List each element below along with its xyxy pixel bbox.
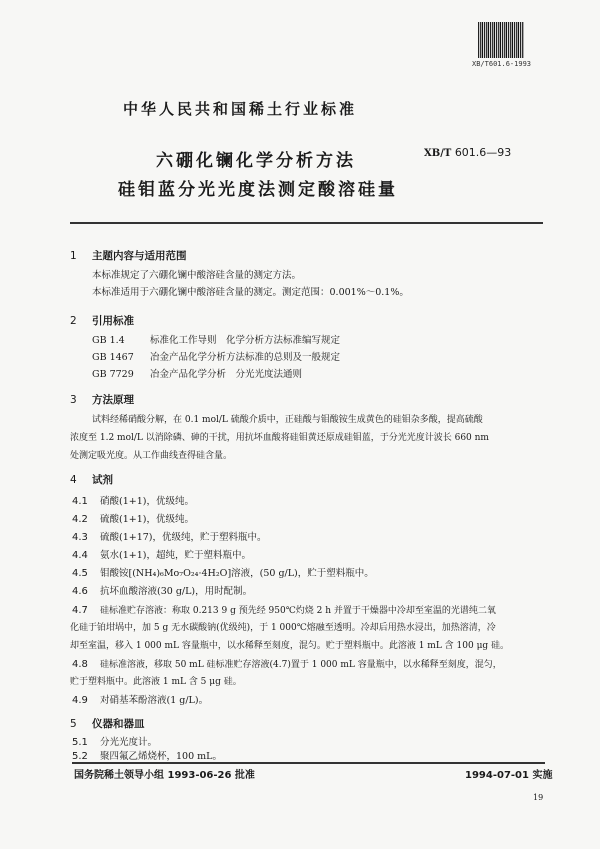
section-5-heading: 5 仪器和器皿	[70, 718, 145, 730]
section-3-line-3: 处测定吸光度。从工作曲线查得硅含量。	[70, 451, 233, 461]
reference-item: GB 1467 冶金产品化学分析方法标准的总则及一般规定	[92, 352, 341, 363]
reagent-item-4-7-cont: 化硅于铂坩埚中，加 5 g 无水碳酸钠(优级纯)，于 1 000℃熔融至透明。冷却后用热水浸出，加热溶清，冷	[70, 623, 496, 633]
reagent-item-4-8-cont: 贮于塑料瓶中。此溶液 1 mL 含 5 μg 硅。	[70, 677, 242, 687]
section-3-heading: 3 方法原理	[70, 394, 134, 406]
apparatus-item: 5.1 分光光度计。	[72, 737, 158, 748]
reagent-item-4-8: 4.8 硅标准溶液，移取 50 mL 硅标准贮存溶液(4.7)置于 1 000 mL 容量瓶中，以水稀释至刻度，混匀，	[72, 659, 502, 670]
reagent-item-4-9: 4.9 对硝基苯酚溶液(1 g/L)。	[72, 695, 209, 706]
reagent-item: 4.3 硫酸(1+17)，优级纯，贮于塑料瓶中。	[72, 532, 267, 543]
barcode-text: XB/T601.6-1993	[472, 60, 532, 68]
reagent-item: 4.1 硝酸(1+1)，优级纯。	[72, 496, 194, 507]
reagent-item-4-7: 4.7 硅标准贮存溶液：称取 0.213 9 g 预先经 950℃灼烧 2 h 并置于干燥器中冷却至室温的光谱纯二氧	[72, 605, 496, 616]
reagent-item: 4.2 硫酸(1+1)，优级纯。	[72, 514, 194, 525]
reagent-item: 4.5 钼酸铵[(NH₄)₆Mo₇O₂₄·4H₂O]溶液，(50 g/L)，贮于塑料瓶中。	[72, 568, 374, 579]
header-divider	[70, 222, 543, 224]
footer-divider	[72, 762, 545, 764]
standard-code-number: 601.6—93	[454, 146, 512, 159]
apparatus-item: 5.2 聚四氟乙烯烧杯，100 mL。	[72, 751, 222, 762]
section-1-para-1: 本标准规定了六硼化镧中酸溶硅含量的测定方法。	[92, 270, 302, 281]
reagent-item-4-7-cont: 却至室温，移入 1 000 mL 容量瓶中，以水稀释至刻度，混匀。贮于塑料瓶中。此溶液 1 mL 含 100 μg 硅。	[70, 641, 510, 651]
reference-item: GB 1.4 标准化工作导则 化学分析方法标准编写规定	[92, 335, 341, 346]
implementation-date: 1994-07-01 实施	[465, 770, 553, 781]
reagent-item: 4.6 抗坏血酸溶液(30 g/L)，用时配制。	[72, 586, 253, 597]
section-2-heading: 2 引用标准	[70, 315, 134, 327]
page-number: 19	[533, 793, 544, 802]
section-1-para-2: 本标准适用于六硼化镧中酸溶硅含量的测定。测定范围：0.001%～0.1%。	[92, 287, 409, 298]
approval-note: 国务院稀土领导小组 1993-06-26 批准	[74, 770, 255, 781]
reference-item: GB 7729 冶金产品化学分析 分光光度法通则	[92, 369, 303, 380]
section-4-heading: 4 试剂	[70, 474, 113, 486]
standard-code-prefix: XB/T	[424, 148, 452, 159]
section-1-heading: 1 主题内容与适用范围	[70, 250, 187, 262]
section-3-line-1: 试料经稀硝酸分解，在 0.1 mol/L 硫酸介质中，正硅酸与钼酸铵生成黄色的硅钼杂多酸，提高硫酸	[92, 415, 483, 425]
reagent-item: 4.4 氨水(1+1)，超纯，贮于塑料瓶中。	[72, 550, 251, 561]
section-3-line-2: 浓度至 1.2 mol/L 以消除磷、砷的干扰，用抗坏血酸将硅钼黄还原成硅钼蓝，于分光光度计波长 660 nm	[70, 433, 489, 443]
doc-title-line1: 六硼化镧化学分析方法	[156, 151, 356, 171]
standard-code	[424, 146, 511, 159]
org-title: 中华人民共和国稀土行业标准	[123, 100, 358, 118]
barcode	[478, 22, 524, 58]
doc-title-line2: 硅钼蓝分光光度法测定酸溶硅量	[118, 180, 398, 200]
